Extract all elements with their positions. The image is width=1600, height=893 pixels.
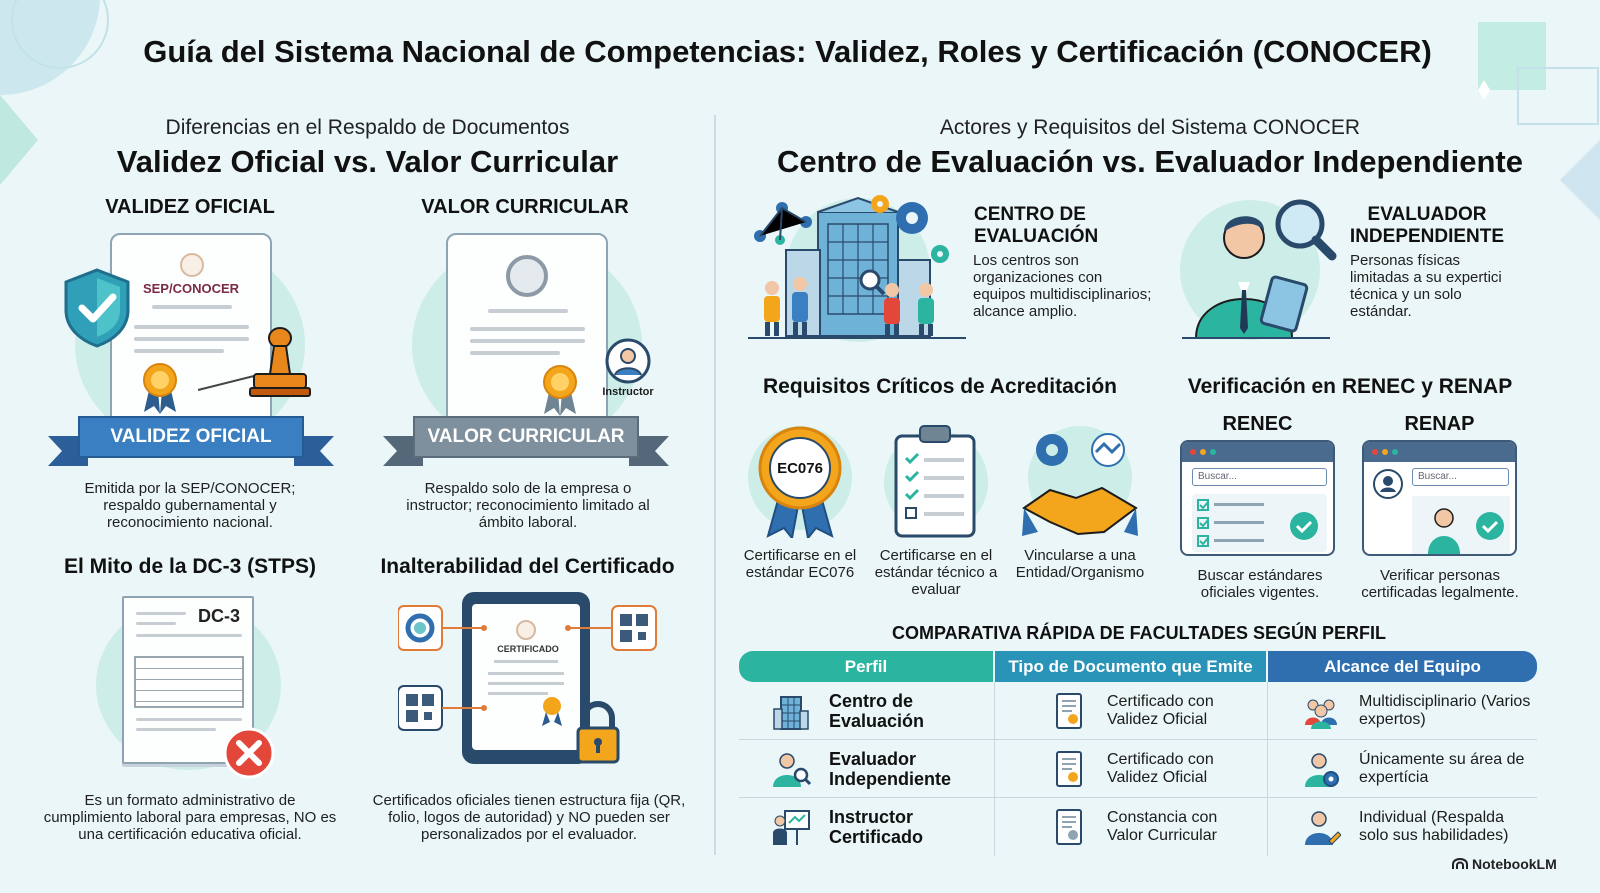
independent-evaluator-illustration	[1180, 190, 1340, 342]
rubber-stamp-icon	[244, 326, 314, 406]
seal-icon	[180, 253, 204, 277]
renec-label: RENEC	[1222, 413, 1293, 435]
inalterable-heading: Inalterabilidad del Certificado	[380, 555, 675, 578]
column-header-alcance: Alcance del Equipo	[1268, 651, 1537, 682]
requisito-item-1: Certificarse en el estándar EC076	[743, 547, 857, 581]
award-medal-icon	[140, 360, 180, 416]
text-line	[134, 325, 249, 329]
documento-cell	[1049, 798, 1247, 856]
ec076-badge-label: EC076	[777, 460, 823, 477]
text-line	[134, 337, 249, 341]
instructor-tag: Instructor	[602, 386, 654, 398]
comparativa-heading: COMPARATIVA RÁPIDA DE FACULTADES SEGÚN PERFIL	[891, 623, 1386, 643]
renec-search-input[interactable]: Buscar...	[1192, 468, 1327, 486]
requisito-item-3: Vincularse a una Entidad/Organismo	[1015, 547, 1145, 581]
seal-icon	[506, 255, 548, 297]
right-heading: Centro de Evaluación vs. Evaluador Independiente	[777, 144, 1523, 179]
evaluador-description: Personas físicas limitadas a su expertici técnica y un solo estándar.	[1350, 252, 1502, 320]
evaluation-center-illustration	[748, 190, 966, 342]
renap-results-illustration	[1372, 468, 1512, 554]
text-line	[152, 305, 232, 309]
perfil-name: Centro de Evaluación	[829, 691, 925, 731]
renec-results-illustration	[1192, 494, 1327, 552]
requisitos-heading: Requisitos Críticos de Acreditación	[763, 375, 1117, 398]
perfil-cell	[771, 798, 959, 856]
oficial-description: Emitida por la SEP/CONOCER; respaldo gubernamental y reconocimiento nacional.	[84, 480, 296, 531]
table-row	[739, 798, 1537, 856]
building-icon	[771, 691, 811, 731]
documento-value: Certificado con Validez Oficial	[1107, 693, 1214, 728]
renap-label: RENAP	[1404, 413, 1475, 435]
column-divider	[714, 115, 716, 855]
text-line	[488, 309, 568, 313]
dc3-description: Es un formato administrativo de cumplimiento laboral para empresas, NO es una certificación educativa oficial.	[43, 792, 337, 843]
alcance-cell	[1301, 682, 1534, 740]
certificate-icon	[1049, 691, 1089, 731]
documento-cell	[1049, 682, 1247, 740]
verificacion-heading: Verificación en RENEC y RENAP	[1187, 375, 1513, 398]
alcance-value: Multidisciplinario (Varios expertos)	[1359, 693, 1531, 728]
right-subtitle: Actores y Requisitos del Sistema CONOCER	[939, 116, 1361, 139]
curricular-description: Respaldo solo de la empresa o instructor; reconocimiento limitado al ámbito laboral.	[406, 480, 650, 531]
centro-title: CENTRO DE EVALUACIÓN	[974, 204, 1099, 247]
expert-gear-icon	[1301, 749, 1341, 789]
valor-curricular-label: VALOR CURRICULAR	[421, 196, 629, 218]
renap-description: Verificar personas certificadas legalmente.	[1361, 567, 1519, 601]
inalterable-doc-label: CERTIFICADO	[497, 644, 559, 654]
perfil-name: Evaluador Independiente	[829, 749, 952, 789]
evaluator-magnifier-icon	[771, 749, 811, 789]
text-line	[136, 718, 242, 721]
oficial-doc-header: SEP/CONOCER	[142, 281, 240, 296]
column-header-documento: Tipo de Documento que Emite	[995, 651, 1266, 682]
curricular-certificate	[446, 233, 608, 433]
award-medal-icon	[540, 362, 580, 418]
instructor-presentation-icon	[771, 807, 811, 847]
dc3-heading: El Mito de la DC-3 (STPS)	[63, 555, 317, 578]
documento-value: Certificado con Validez Oficial	[1107, 751, 1214, 786]
left-triangle-decoration	[0, 95, 40, 185]
certificate-icon	[1049, 807, 1089, 847]
checklist-clipboard-icon	[880, 422, 992, 540]
text-line	[136, 728, 216, 731]
validez-oficial-label: VALIDEZ OFICIAL	[105, 196, 275, 218]
individual-pencil-icon	[1301, 807, 1341, 847]
alcance-value: Únicamente su área de expertícia	[1359, 751, 1525, 786]
evaluador-title: EVALUADOR INDEPENDIENTE	[1349, 204, 1505, 247]
alcance-value: Individual (Respalda solo sus habilidades)	[1359, 809, 1509, 844]
text-line	[470, 351, 560, 355]
text-line	[136, 612, 186, 615]
renap-browser-window	[1362, 440, 1517, 556]
perfil-cell	[771, 740, 959, 798]
notebooklm-logo-icon	[1452, 858, 1468, 870]
table-row	[739, 740, 1537, 798]
column-header-perfil: Perfil	[739, 651, 993, 682]
dc3-doc-label: DC-3	[198, 606, 241, 626]
notebooklm-brand	[1452, 856, 1557, 872]
dc3-table	[134, 656, 244, 708]
alcance-cell	[1301, 798, 1534, 856]
renec-description: Buscar estándares oficiales vigentes.	[1197, 567, 1323, 601]
inalterable-description: Certificados oficiales tienen estructura fija (QR, folio, logos de autoridad) y NO pueden ser personalizados por el evaluador.	[372, 792, 686, 843]
text-line	[134, 349, 224, 353]
text-line	[470, 339, 585, 343]
handshake-link-icon	[1020, 424, 1140, 538]
perfil-name: Instructor Certificado	[829, 807, 924, 847]
centro-description: Los centros son organizaciones con equipos multidisciplinarios; alcance amplio.	[973, 252, 1152, 320]
team-icon	[1301, 691, 1341, 731]
validez-oficial-ribbon: VALIDEZ OFICIAL	[78, 416, 304, 458]
documento-value: Constancia con Valor Curricular	[1107, 809, 1218, 844]
brand-label: NotebookLM	[1472, 856, 1557, 872]
ec076-badge-icon	[744, 424, 856, 538]
requisito-item-2: Certificarse en el estándar técnico a evaluar	[874, 547, 998, 598]
renap-search-input[interactable]: Buscar...	[1412, 468, 1509, 486]
tablet-certificate-illustration	[398, 588, 664, 780]
reject-x-icon	[222, 726, 276, 780]
left-heading: Validez Oficial vs. Valor Curricular	[116, 144, 619, 179]
left-subtitle: Diferencias en el Respaldo de Documentos	[165, 116, 570, 139]
perfil-cell	[771, 682, 959, 740]
table-row	[739, 682, 1537, 740]
certificate-icon	[1049, 749, 1089, 789]
text-line	[136, 634, 242, 637]
text-line	[470, 327, 585, 331]
page-title: Guía del Sistema Nacional de Competencias: Validez, Roles y Certificación (CONOCER)	[143, 34, 1432, 69]
documento-cell	[1049, 740, 1247, 798]
text-line	[136, 622, 176, 625]
valor-curricular-ribbon: VALOR CURRICULAR	[413, 416, 639, 458]
alcance-cell	[1301, 740, 1534, 798]
shield-check-icon	[62, 266, 132, 350]
renec-browser-window	[1180, 440, 1335, 556]
instructor-avatar-icon	[604, 337, 652, 385]
